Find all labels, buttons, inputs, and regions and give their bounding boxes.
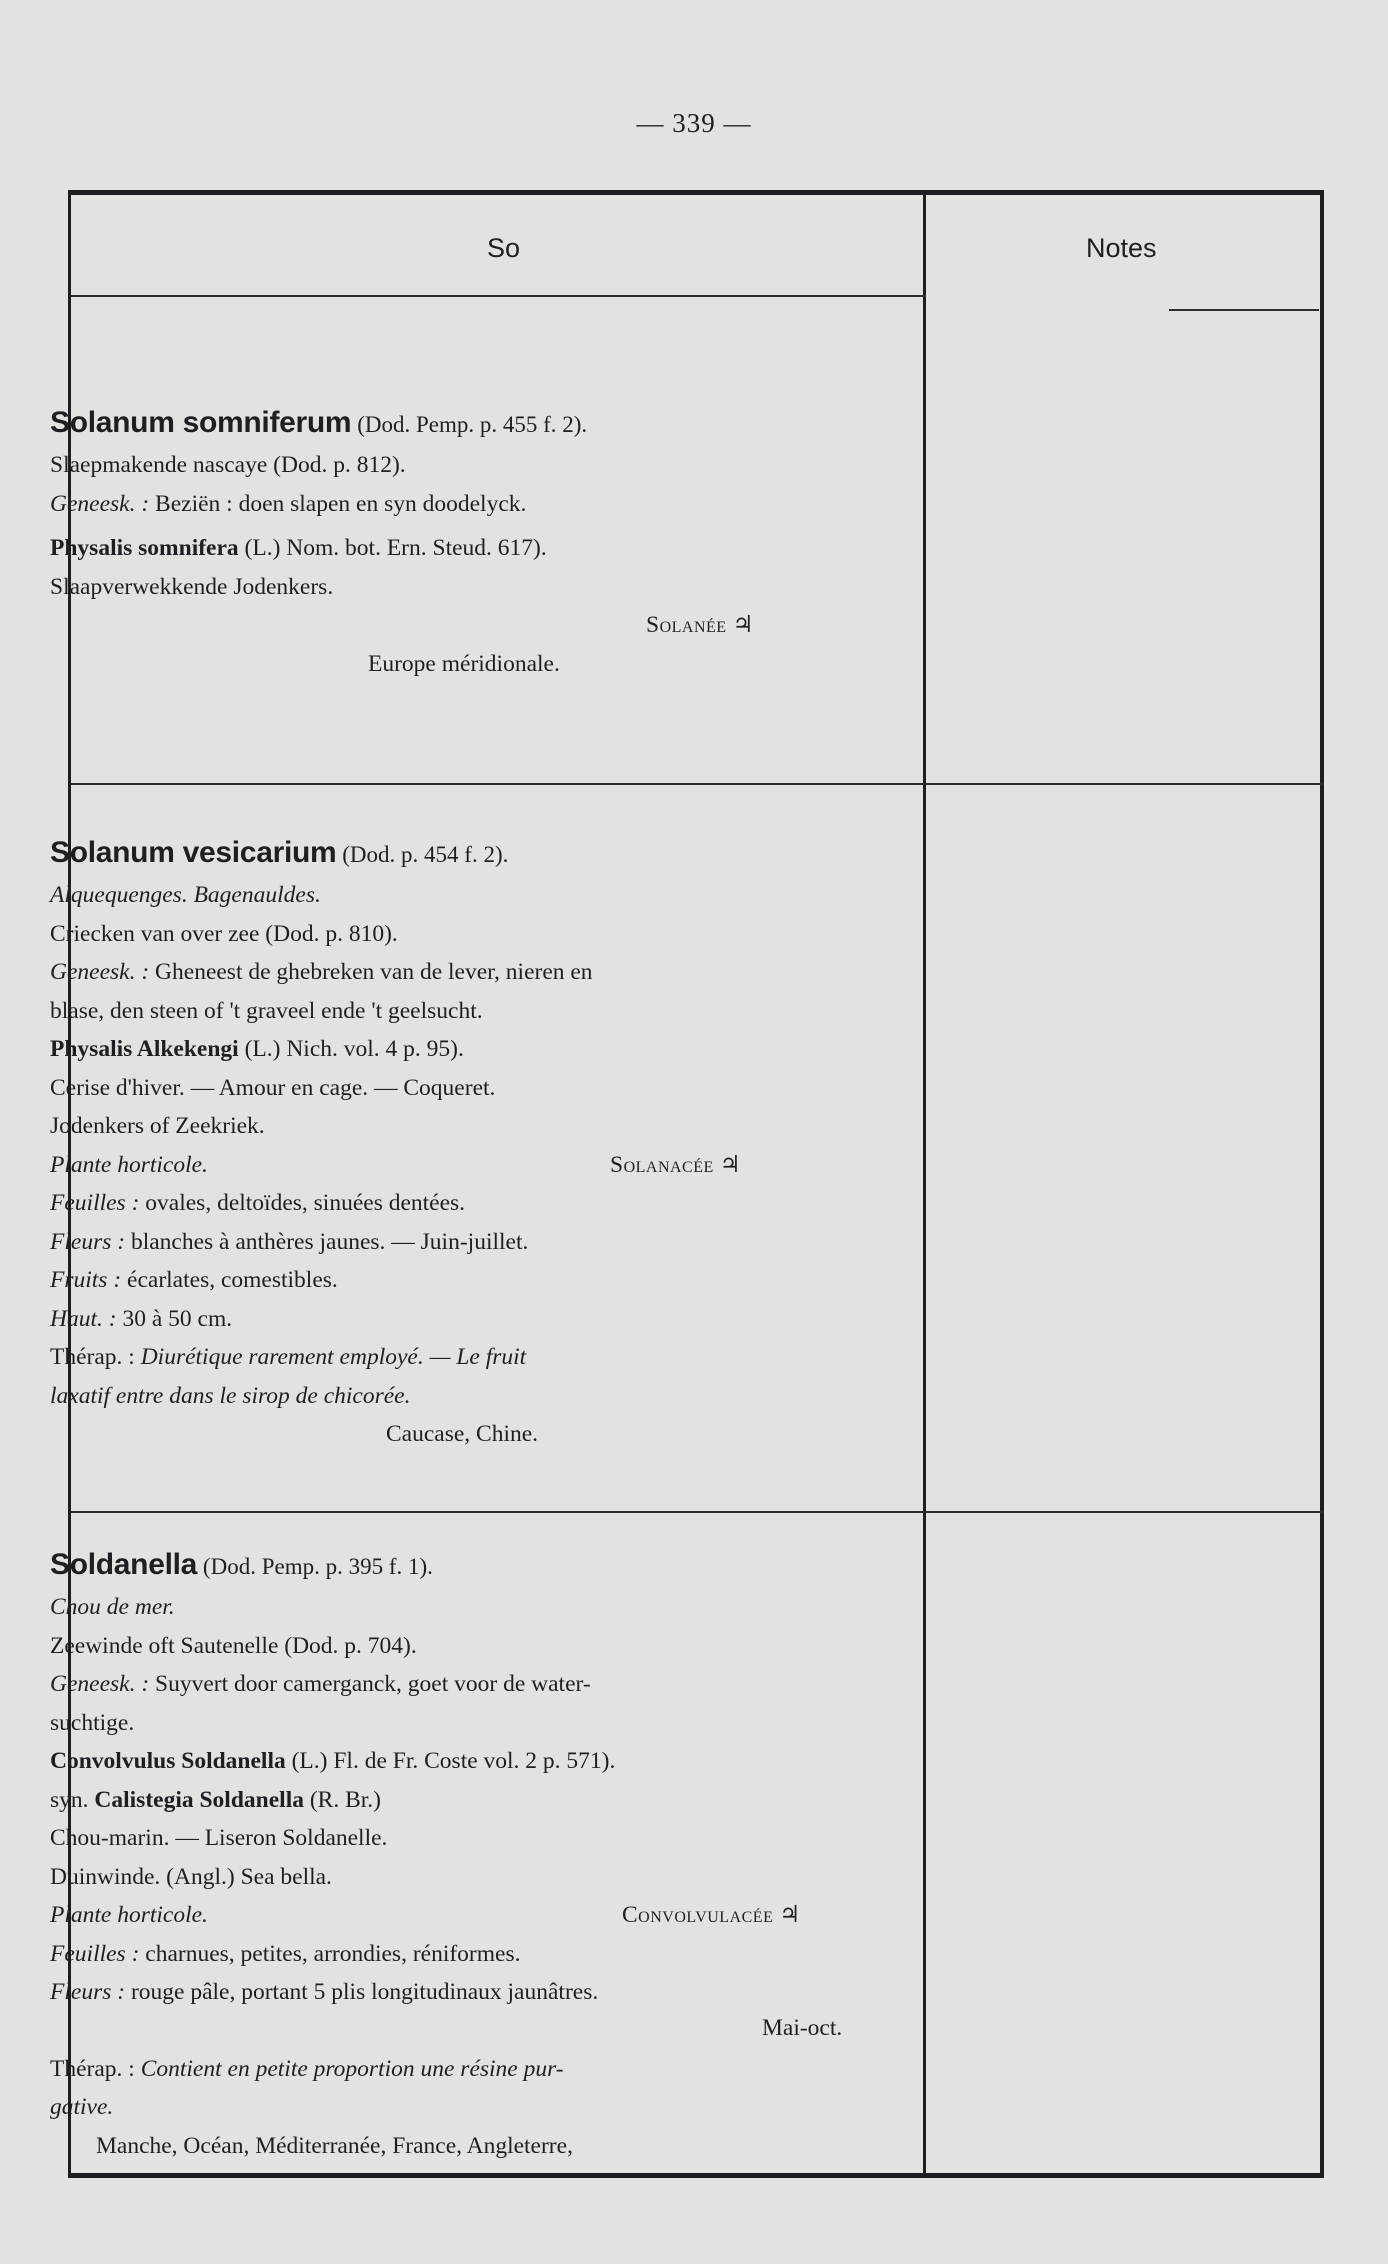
entry-solanum-somniferum: [50, 400, 900, 683]
notes-header-rule: [1169, 309, 1319, 311]
family-label: Solanacée: [610, 1151, 714, 1178]
entry-line: Thérap. : Contient en petite proportion une résine pur-: [50, 2055, 564, 2082]
entry-line: Zeewinde oft Sautenelle (Dod. p. 704).: [50, 1632, 417, 1659]
entry-line: Plante horticole. Solanacée ♃: [50, 1151, 741, 1178]
entry-line: Cerise d'hiver. — Amour en cage. — Coqueret.: [50, 1074, 496, 1101]
entry-line: Chou-marin. — Liseron Soldanelle.: [50, 1825, 388, 1851]
entry-line: Mai-oct.: [762, 2014, 843, 2041]
row-separator: [71, 1511, 1323, 1513]
column-header-notes: Notes: [1086, 233, 1157, 263]
entry-line: suchtige.: [50, 1709, 135, 1736]
entry-line: Criecken van over zee (Dod. p. 810).: [50, 920, 398, 947]
column-header-so: So: [487, 233, 521, 263]
entry-solanum-vesicarium: [50, 830, 900, 1454]
row-separator: [71, 783, 1323, 785]
entry-line: Feuilles : charnues, petites, arrondies, réniformes.: [50, 1940, 521, 1967]
species-title: Solanum vesicarium: [50, 836, 337, 869]
entry-line: Duinwinde. (Angl.) Sea bella.: [50, 1863, 332, 1890]
entry-line: Fleurs : blanches à anthères jaunes. — Juin-juillet.: [50, 1228, 529, 1255]
entry-line: Fleurs : rouge pâle, portant 5 plis longitudinaux jaunâtres.: [50, 1979, 599, 2005]
entry-line: Convolvulus Soldanella (L.) Fl. de Fr. Coste vol. 2 p. 571).: [50, 1748, 616, 1774]
region-line: Caucase, Chine.: [386, 1421, 539, 1447]
entry-line: Geneesk. : Gheneest de ghebreken van de lever, nieren en: [50, 959, 593, 985]
entry-line: Alquequenges. Bagenauldes.: [50, 882, 321, 908]
header-rule: [71, 295, 926, 297]
entry-line: Slaepmakende nascaye (Dod. p. 812).: [50, 452, 406, 478]
species-title: Soldanella: [50, 1548, 198, 1581]
entry-line: Haut. : 30 à 50 cm.: [50, 1305, 233, 1332]
species-title: Solanum somniferum: [50, 406, 352, 439]
entry-line: Geneesk. : Beziën : doen slapen en syn doodelyck.: [50, 490, 527, 517]
entry-line: Geneesk. : Suyvert door camerganck, goet voor de water-: [50, 1671, 591, 1697]
entry-line: syn. Calistegia Soldanella (R. Br.): [50, 1786, 381, 1813]
family-line: Solanée ♃: [646, 612, 754, 638]
region-line: Manche, Océan, Méditerranée, France, Angleterre,: [96, 2132, 573, 2159]
region-line: Europe méridionale.: [368, 650, 560, 677]
entry-line: Feuilles : ovales, deltoïdes, sinuées dentées.: [50, 1190, 466, 1216]
entry-line: Slaapverwekkende Jodenkers.: [50, 573, 334, 600]
entry-line: Jodenkers of Zeekriek.: [50, 1113, 265, 1139]
entry-line: Fruits : écarlates, comestibles.: [50, 1267, 338, 1293]
entry-line: Plante horticole. Convolvulacée ♃: [50, 1902, 801, 1928]
species-reference: (Dod. Pemp. p. 395 f. 1).: [202, 1554, 433, 1579]
entry-soldanella: [50, 1542, 900, 2165]
species-reference: (Dod. Pemp. p. 455 f. 2).: [357, 412, 588, 437]
entry-line: laxatif entre dans le sirop de chicorée.: [50, 1382, 411, 1409]
page-number: — 339 —: [636, 108, 752, 138]
column-divider: [923, 195, 926, 2173]
entry-line: Physalis somnifera (L.) Nom. bot. Ern. Steud. 617).: [50, 535, 547, 561]
entry-line: Thérap. : Diurétique rarement employé. — Le fruit: [50, 1344, 527, 1370]
entry-line: blase, den steen of 't graveel ende 't geelsucht.: [50, 997, 483, 1024]
family-label: Convolvulacée: [622, 1902, 774, 1928]
entry-line: Chou de mer.: [50, 1594, 175, 1620]
entry-line: Physalis Alkekengi (L.) Nich. vol. 4 p. 95).: [50, 1036, 464, 1062]
species-reference: (Dod. p. 454 f. 2).: [342, 842, 509, 867]
entry-line: gative.: [50, 2094, 114, 2120]
